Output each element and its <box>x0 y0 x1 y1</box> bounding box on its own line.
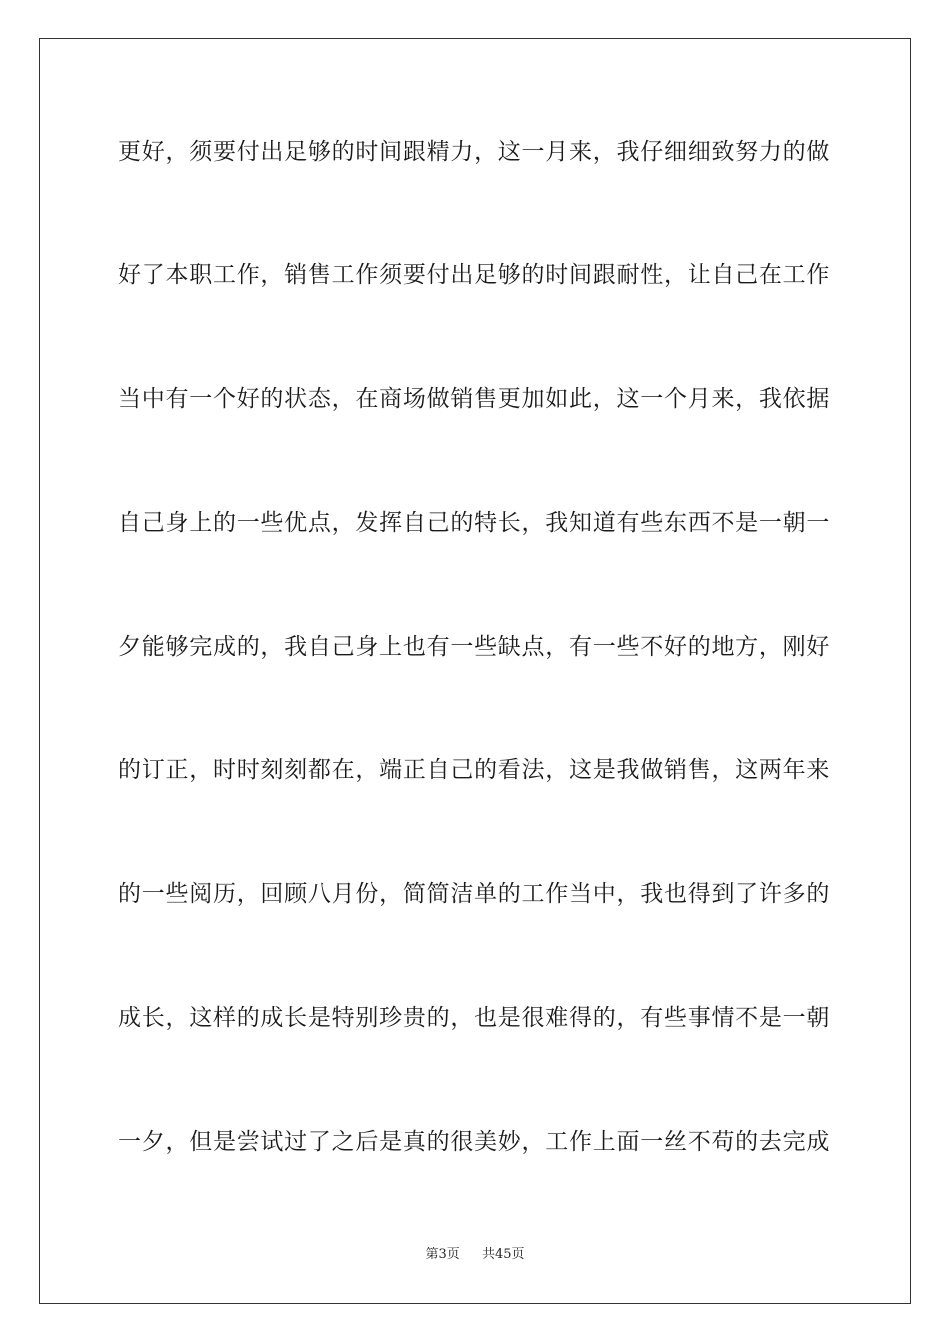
text-line: 一夕，但是尝试过了之后是真的很美妙，工作上面一丝不苟的去完成 <box>118 1129 830 1155</box>
text-line: 夕能够完成的，我自己身上也有一些缺点，有一些不好的地方，刚好 <box>118 634 830 660</box>
text-line: 当中有一个好的状态，在商场做销售更加如此，这一个月来，我依据 <box>118 386 830 412</box>
page-total: 共45页 <box>482 1247 525 1262</box>
page-border <box>39 38 911 1304</box>
page-footer <box>0 1245 950 1265</box>
text-line: 好了本职工作，销售工作须要付出足够的时间跟耐性，让自己在工作 <box>118 262 830 288</box>
text-line: 更好，须要付出足够的时间跟精力，这一月来，我仔细细致努力的做 <box>118 139 830 165</box>
page-number: 第3页 <box>425 1247 460 1262</box>
text-line: 自己身上的一些优点，发挥自己的特长，我知道有些东西不是一朝一 <box>118 510 830 536</box>
text-line: 成长，这样的成长是特别珍贵的，也是很难得的，有些事情不是一朝 <box>118 1005 830 1031</box>
text-line: 的一些阅历，回顾八月份，简简洁单的工作当中，我也得到了许多的 <box>118 881 830 907</box>
text-line: 的订正，时时刻刻都在，端正自己的看法，这是我做销售，这两年来 <box>118 757 830 783</box>
